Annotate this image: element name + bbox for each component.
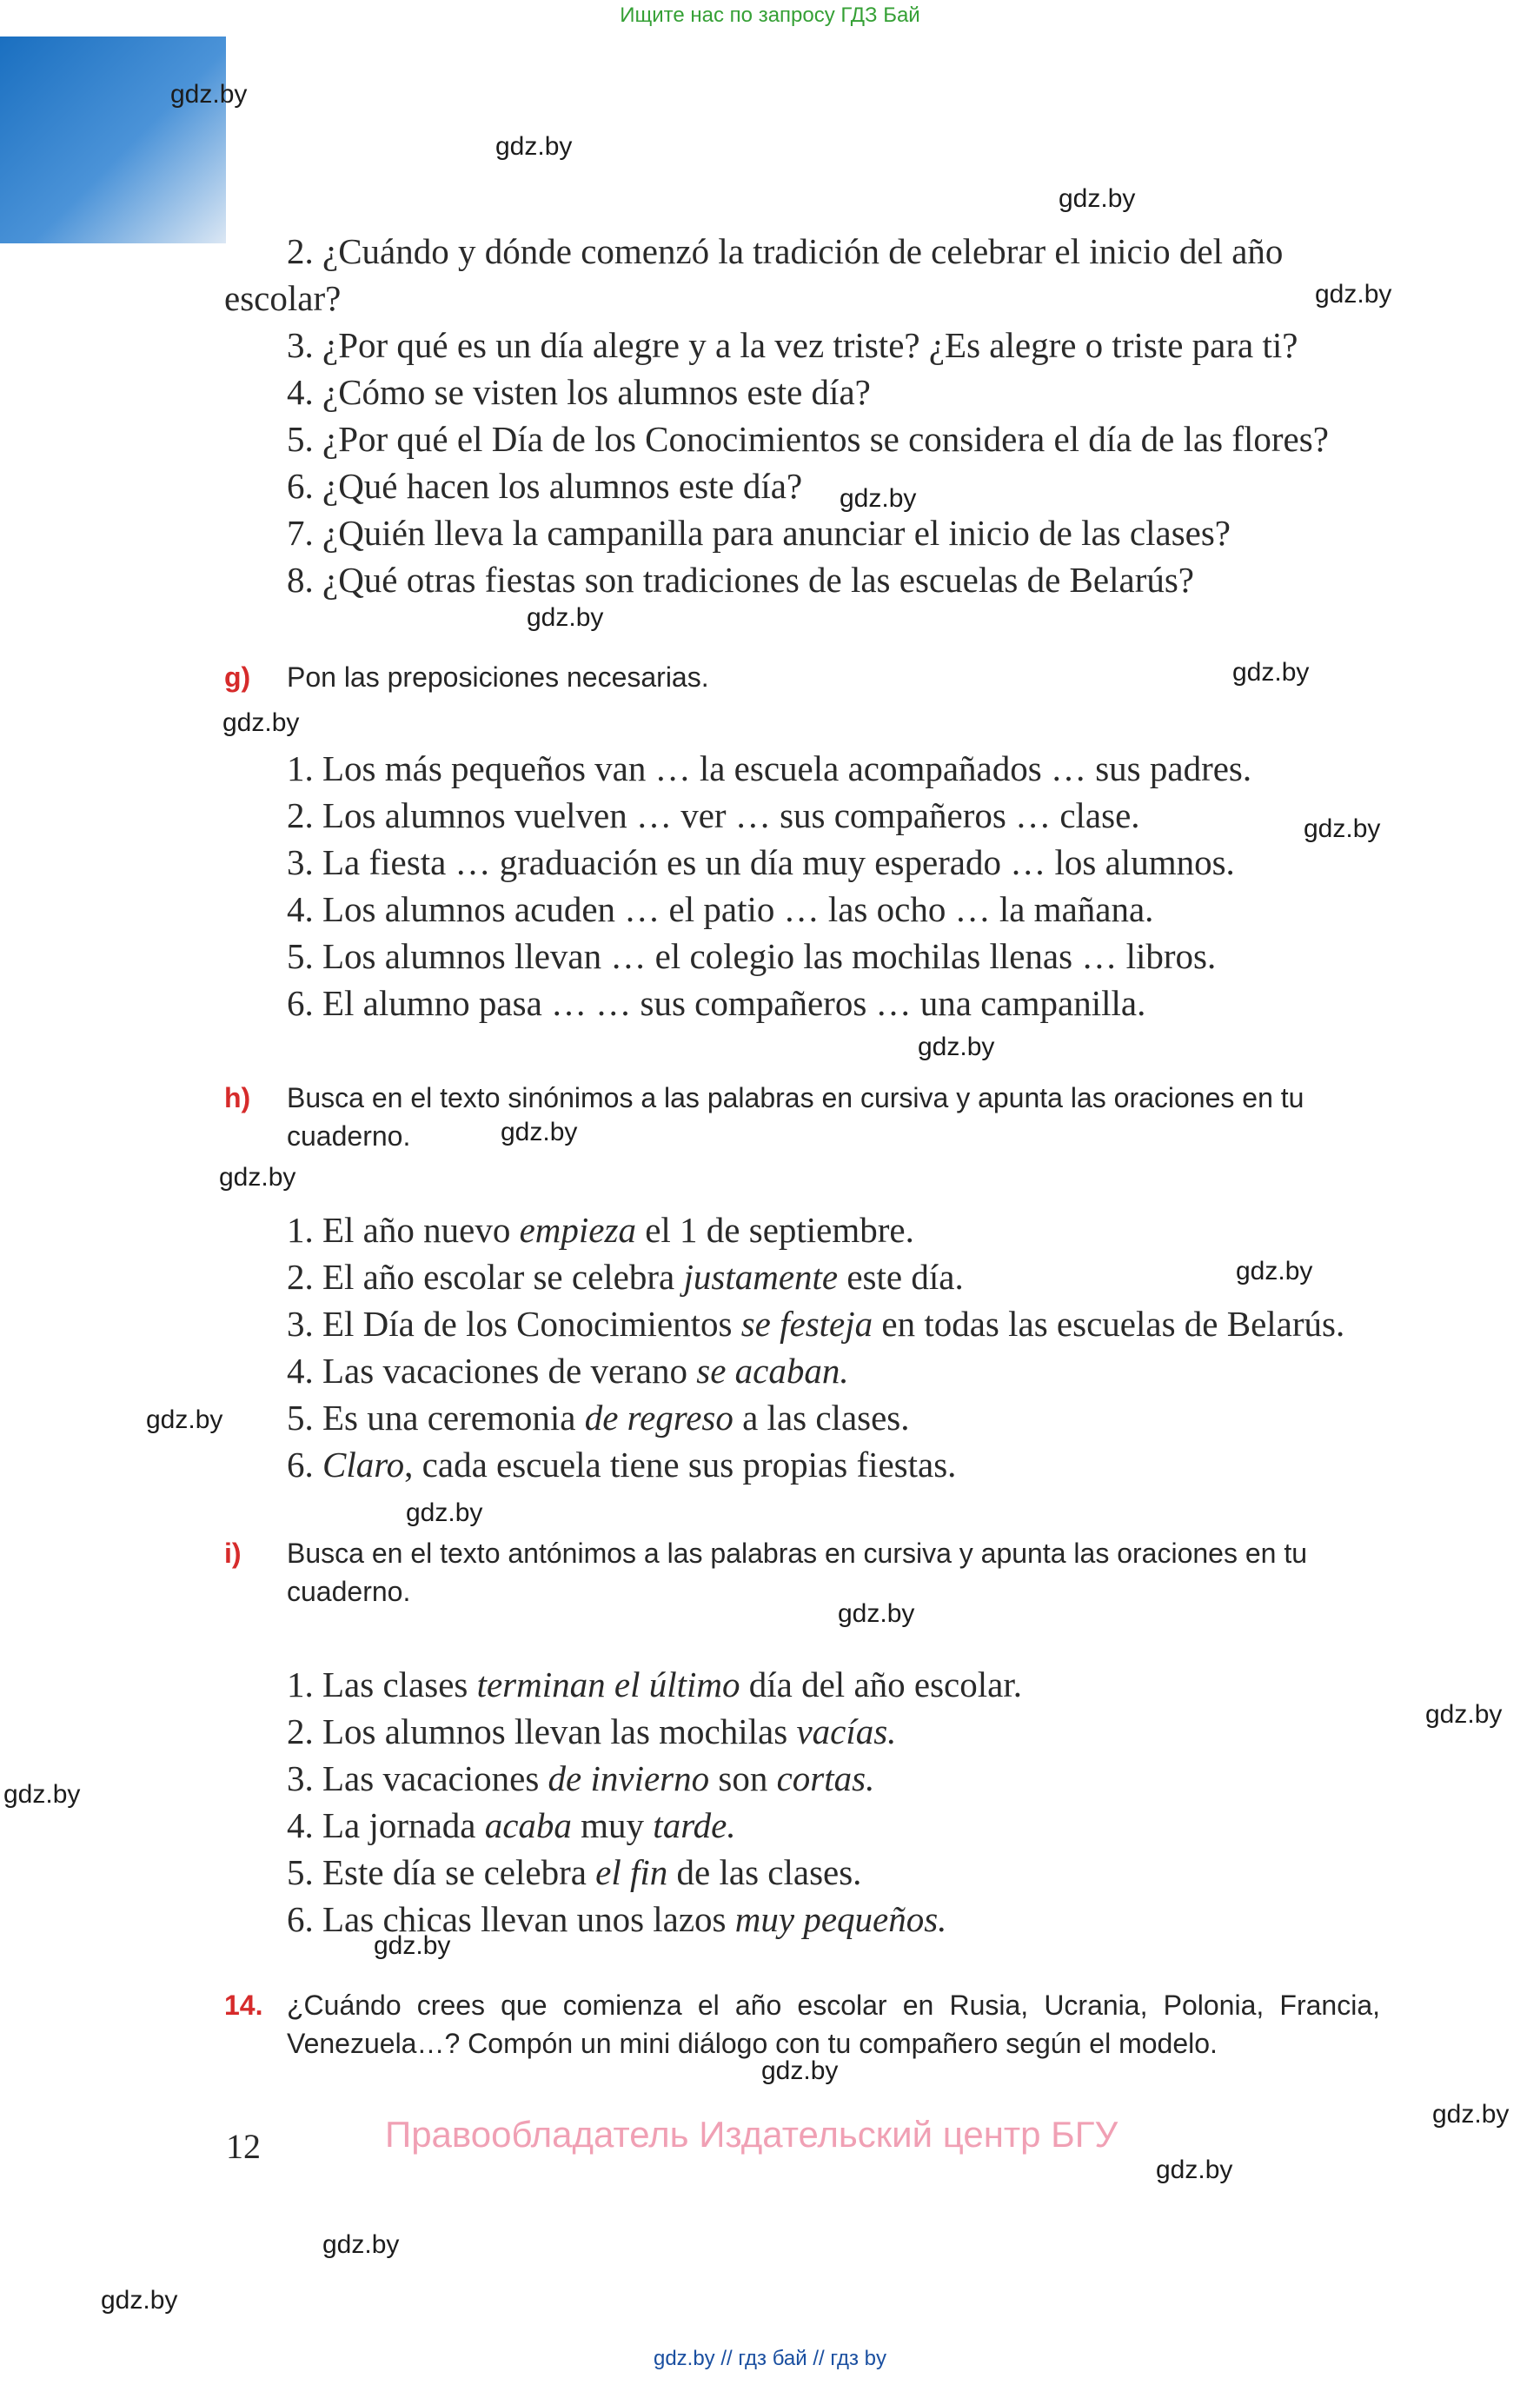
watermark: gdz.by: [527, 603, 604, 632]
question-item: 4. ¿Cómo se visten los alumnos este día?: [287, 372, 871, 412]
watermark: gdz.by: [1236, 1257, 1313, 1286]
watermark: gdz.by: [1425, 1700, 1503, 1729]
task-instruction: Busca en el texto sinónimos a las palabras en cursiva y apunta las oraciones en tu cuaderno.: [287, 1082, 1304, 1152]
exercise-item: 4. Los alumnos acuden … el patio … las ocho … la mañana.: [287, 889, 1154, 929]
task-g-heading: [224, 658, 1380, 696]
watermark: gdz.by: [1232, 658, 1310, 687]
watermark: gdz.by: [1156, 2156, 1233, 2184]
exercise-item: 2. Los alumnos llevan las mochilas vacías.: [287, 1711, 897, 1751]
watermark: gdz.by: [170, 80, 248, 109]
question-item: 5. ¿Por qué el Día de los Conocimientos se considera el día de las flores?: [287, 419, 1329, 459]
question-item: 2. ¿Cuándo y dónde comenzó la tradición de celebrar el inicio del año escolar?: [224, 231, 1284, 318]
task-g-exercise-list: [287, 745, 1382, 1026]
watermark: gdz.by: [101, 2286, 178, 2315]
task-i-exercise-list: [287, 1661, 1382, 1943]
watermark: gdz.by: [761, 2056, 839, 2085]
watermark: gdz.by: [406, 1498, 483, 1527]
watermark: gdz.by: [495, 132, 573, 161]
exercise-item: 1. Los más pequeños van … la escuela acompañados … sus padres.: [287, 748, 1252, 788]
watermark: gdz.by: [501, 1118, 578, 1146]
watermark: gdz.by: [1315, 280, 1392, 309]
exercise-item: 3. La fiesta … graduación es un día muy esperado … los alumnos.: [287, 842, 1235, 882]
watermark: gdz.by: [1432, 2100, 1510, 2129]
watermark: gdz.by: [146, 1405, 223, 1434]
exercise-item: 1. Las clases terminan el último día del año escolar.: [287, 1664, 1022, 1704]
watermark: gdz.by: [838, 1599, 915, 1628]
task-number: 14.: [224, 1990, 263, 2021]
task-letter: g): [224, 661, 251, 693]
exercise-item: 2. Los alumnos vuelven … ver … sus compañeros … clase.: [287, 795, 1140, 835]
watermark: gdz.by: [918, 1033, 995, 1061]
task-letter: h): [224, 1082, 251, 1113]
exercise-item: 3. El Día de los Conocimientos se festeja en todas las escuelas de Belarús.: [287, 1304, 1345, 1344]
task-h-heading: [224, 1079, 1380, 1155]
watermark: gdz.by: [1304, 814, 1381, 843]
task-i-heading: [224, 1534, 1380, 1611]
watermark: gdz.by: [3, 1780, 81, 1809]
footer-links[interactable]: gdz.by // гдз бай // гдз by: [653, 2347, 887, 2370]
exercise-item: 6. El alumno pasa … … sus compañeros … una campanilla.: [287, 983, 1146, 1023]
question-item: 8. ¿Qué otras fiestas son tradiciones de las escuelas de Belarús?: [287, 560, 1194, 600]
exercise-item: 6. Claro, cada escuela tiene sus propias fiestas.: [287, 1445, 957, 1485]
task-instruction: Busca en el texto antónimos a las palabras en cursiva y apunta las oraciones en tu cuaderno.: [287, 1538, 1308, 1607]
exercise-item: 2. El año escolar se celebra justamente este día.: [287, 1257, 964, 1297]
watermark: gdz.by: [219, 1163, 296, 1192]
exercise-item: 5. Los alumnos llevan … el colegio las mochilas llenas … libros.: [287, 936, 1217, 976]
corner-color-block: [0, 37, 226, 243]
task-letter: i): [224, 1538, 242, 1569]
exercise-item: 5. Es una ceremonia de regreso a las clases.: [287, 1398, 910, 1438]
exercise-item: 1. El año nuevo empieza el 1 de septiembre.: [287, 1210, 914, 1250]
watermark: gdz.by: [1059, 184, 1136, 213]
top-banner[interactable]: Ищите нас по запросу ГДЗ Бай: [620, 3, 920, 27]
task-h-exercise-list: [287, 1206, 1382, 1488]
exercise-item: 6. Las chicas llevan unos lazos muy pequeños.: [287, 1899, 947, 1939]
page-number: 12: [226, 2127, 261, 2166]
watermark: gdz.by: [374, 1931, 451, 1960]
watermark: gdz.by: [840, 484, 917, 513]
exercise-item: 3. Las vacaciones de invierno son cortas.: [287, 1758, 875, 1798]
question-list-block: [224, 228, 1380, 603]
task-instruction: ¿Cuándo crees que comienza el año escolar en Rusia, Ucrania, Polonia, Francia, Venezuela…? Compón un mini diálogo con tu compañero según el modelo.: [287, 1990, 1380, 2059]
question-item: 6. ¿Qué hacen los alumnos este día?: [287, 466, 803, 506]
question-item: 3. ¿Por qué es un día alegre y a la vez triste? ¿Es alegre o triste para ti?: [287, 325, 1298, 365]
watermark: gdz.by: [222, 708, 300, 737]
task-instruction: Pon las preposiciones necesarias.: [287, 661, 709, 693]
copyright-notice: Правообладатель Издательский центр БГУ: [385, 2114, 1118, 2155]
exercise-item: 4. La jornada acaba muy tarde.: [287, 1805, 736, 1845]
exercise-item: 5. Este día se celebra el fin de las clases.: [287, 1852, 862, 1892]
question-item: 7. ¿Quién lleva la campanilla para anunciar el inicio de las clases?: [287, 513, 1231, 553]
task-14-heading: [224, 1986, 1380, 2063]
watermark: gdz.by: [322, 2230, 400, 2259]
exercise-item: 4. Las vacaciones de verano se acaban.: [287, 1351, 849, 1391]
